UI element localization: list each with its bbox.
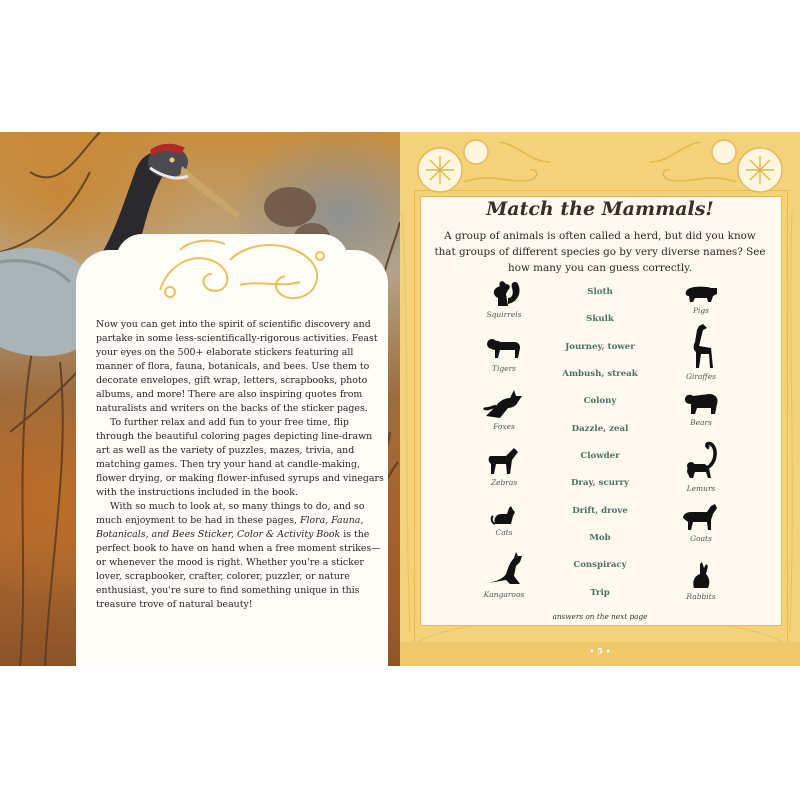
- group-name-item: Trip: [590, 588, 610, 598]
- answers-note: answers on the next page: [552, 612, 648, 621]
- lemur-icon: [681, 438, 721, 482]
- animal-label: Kangaroos: [483, 590, 525, 599]
- cat-icon: [489, 502, 519, 526]
- intro-paragraph-3-part-2: is the perfect book to have on hand when a free moment strikes—or whenever the mood is right. Whether you're a sticker lover, scrapbooker, crafter, colorer, puzzler, or nature enthusiast, you're sure to find something unique in this treasure trove of natural beauty!: [96, 529, 381, 610]
- animal-tigers: [459, 334, 549, 373]
- animal-label: Zebras: [490, 478, 518, 487]
- fox-icon: [482, 386, 526, 420]
- group-name-item: Skulk: [586, 314, 614, 324]
- rabbit-icon: [686, 560, 716, 590]
- animal-label: Rabbits: [686, 592, 716, 601]
- group-name-item: Ambush, streak: [562, 369, 638, 379]
- tiger-icon: [484, 334, 524, 362]
- scroll-ornament: [140, 230, 340, 310]
- intro-paragraph-1: Now you can get into the spirit of scientific discovery and partake in some less-scientifically-rigorous activities. Feast your eyes on the 500+ elaborate stickers featuring all manner of flora, fauna, botanicals, and bees. Use them to decorate envelopes, gift wrap, letters, scrapbooks, photo albums, and more! There are also inspiring quotes from naturalists and writers on the backs of the sticker pages.: [96, 319, 378, 414]
- animal-zebras: [459, 444, 549, 487]
- page-number: • 5 •: [589, 646, 611, 656]
- zebra-icon: [484, 444, 524, 476]
- group-name-item: Mob: [589, 533, 611, 543]
- animal-bears: [656, 390, 746, 427]
- squirrel-icon: [484, 278, 524, 308]
- group-name-item: Dazzle, zeal: [571, 424, 629, 434]
- animal-pigs: [656, 282, 746, 315]
- animal-cats: [459, 502, 549, 537]
- introduction-text: [96, 318, 386, 612]
- group-name-item: Sloth: [587, 287, 613, 297]
- animal-giraffes: [656, 322, 746, 381]
- group-name-item: Conspiracy: [573, 560, 627, 570]
- animal-squirrels: [459, 278, 549, 319]
- animal-rabbits: [656, 560, 746, 601]
- page-title: Match the Mammals!: [486, 198, 714, 220]
- book-title-italic: Flora, Fauna, Botanicals, and Bees Sticker, Color & Activity Book: [96, 515, 364, 540]
- group-name-item: Clowder: [580, 451, 620, 461]
- intro-paragraph-3: [96, 500, 386, 612]
- kangaroo-icon: [480, 550, 528, 588]
- group-name-item: Journey, tower: [565, 342, 635, 352]
- animal-goats: [656, 502, 746, 543]
- pig-icon: [681, 282, 721, 304]
- animal-label: Tigers: [491, 364, 517, 373]
- animal-label: Cats: [495, 528, 513, 537]
- bear-icon: [681, 390, 721, 416]
- animal-label: Goats: [690, 534, 712, 543]
- right-page: [400, 132, 800, 666]
- animal-label: Bears: [690, 418, 712, 427]
- group-name-item: Dray, scurry: [570, 478, 630, 488]
- giraffe-icon: [681, 322, 721, 370]
- intro-paragraph-3-part-1: With so much to look at, so many things to do, and so much enjoyment to be had in these pages,: [96, 501, 365, 526]
- activity-intro: A group of animals is often called a herd, but did you know that groups of different species go by very diverse names? See how many you can guess correctly.: [434, 230, 766, 274]
- goat-icon: [679, 502, 723, 532]
- animal-lemurs: [656, 438, 746, 493]
- group-name-item: Colony: [583, 396, 617, 406]
- intro-paragraph-2: To further relax and add fun to your free time, flip through the beautiful coloring pages depicting line-drawn art as well as the variety of puzzles, mazes, trivia, and matching games. Then try your hand at candle-making, flower drying, or making flower-infused syrups and vinegars with the instructions included in the book.: [96, 417, 384, 498]
- animal-label: Foxes: [493, 422, 515, 431]
- animal-label: Squirrels: [486, 310, 522, 319]
- animal-kangaroos: [459, 550, 549, 599]
- animal-label: Giraffes: [685, 372, 717, 381]
- left-page: [0, 132, 400, 666]
- animal-foxes: [459, 386, 549, 431]
- animal-label: Lemurs: [686, 484, 716, 493]
- animal-label: Pigs: [692, 306, 710, 315]
- group-name-item: Drift, drove: [572, 506, 628, 516]
